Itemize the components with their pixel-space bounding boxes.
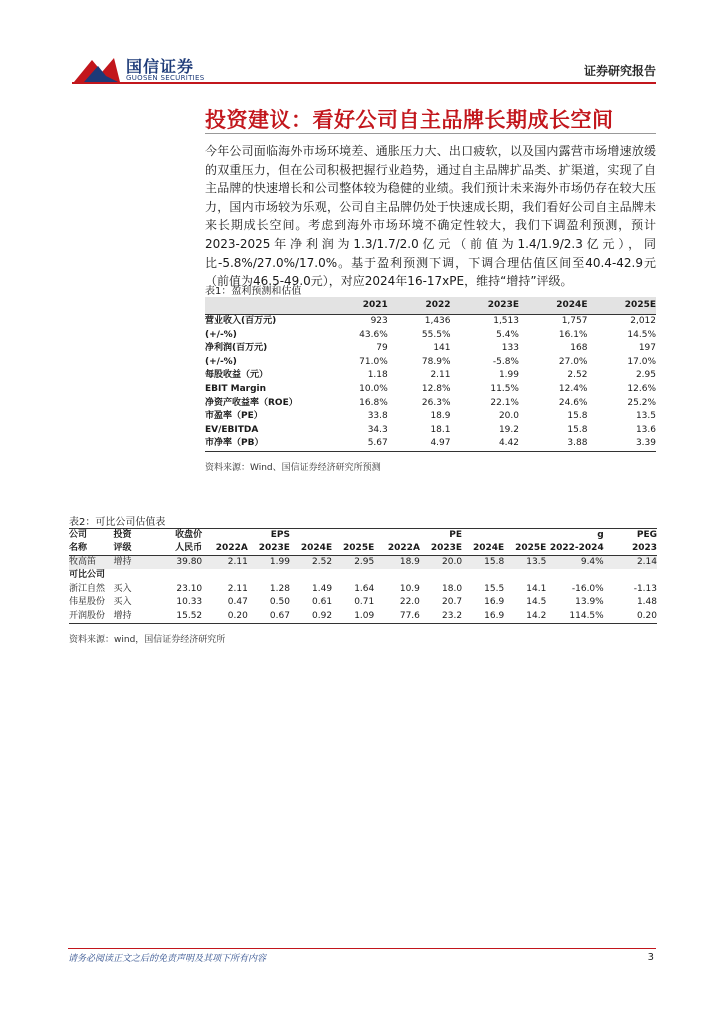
table-cell: 20.0 [498,411,519,422]
table1-header-cell: 2023E [487,300,519,310]
table-cell: 3.39 [587,437,656,451]
table-cell: 197 [638,343,656,354]
table2-header-cell: 2025E [332,542,374,556]
table-cell: 增持 [114,556,156,570]
comparable-valuation-table [69,528,657,624]
table-cell: 71.0% [359,356,388,367]
table-cell: 3.88 [519,437,587,451]
table-cell: 0.71 [354,597,375,608]
table-cell: 77.6 [374,610,420,624]
table-cell: 18.0 [442,583,463,594]
table-cell: 14.5% [627,329,656,340]
table-cell: 15.52 [155,610,202,624]
table-cell: 1.28 [269,583,290,594]
table2-header-cell: 评级 [114,542,156,556]
table-cell: 2.11 [227,583,248,594]
table-cell: 4.97 [388,437,451,451]
table-row [205,369,656,383]
table-cell: 16.9 [484,597,505,608]
table2-header-cell: 2025E [504,542,546,556]
table-cell: 2.11 [430,370,451,381]
row-label: 净利润(百万元) [205,343,268,354]
row-label: 净资产收益率（ROE） [205,397,298,408]
table2-header-cell [202,529,248,543]
row-label: EV/EBITDA [205,424,259,435]
table-cell: 12.8% [421,383,451,394]
table-row [205,424,656,438]
table1-header-cell: 2024E [556,300,588,310]
company-name: 开润股份 [69,610,114,624]
table-cell: 168 [570,343,588,354]
table-cell: 55.5% [421,329,451,340]
table-row [205,410,656,424]
table-cell: 17.0% [627,356,656,367]
table-row [205,437,656,451]
company-name: 牧高笛 [69,556,114,570]
row-label: 营业收入(百万元) [205,315,325,329]
table2-header-cell: 2022A [202,542,248,556]
table-cell: 2,012 [587,315,656,329]
table-cell: 买入 [113,597,132,608]
table-cell: 23.10 [176,583,203,594]
table2-header-cell: 人民币 [155,542,202,556]
table-row [205,342,656,356]
table-cell: 16.9 [462,610,504,624]
table2-header-cell: 2023E [420,542,462,556]
row-label: (+/-%) [205,329,237,340]
row-label: 市盈率（PE） [205,411,263,422]
company-name: 浙江自然 [69,583,106,594]
table1-header-cell: 2021 [362,300,388,310]
table2-header-cell: 2022-2024 [546,542,603,556]
table2-header-cell: 2023 [604,542,657,556]
table-cell: 13.6 [635,424,656,435]
table-cell: -16.0% [571,583,604,594]
table2-header-cell: EPS [248,529,290,543]
table-cell: 15.8 [567,424,588,435]
table-cell: 10.33 [176,597,203,608]
table-cell: 5.67 [325,437,388,451]
table-cell: 33.8 [367,411,388,422]
table-cell: 0.92 [290,610,332,624]
table-cell: 18.9 [374,556,420,570]
table-cell: 24.6% [558,397,588,408]
table-cell: 1,513 [451,315,519,329]
logo-chinese-name: 国信证券 [126,57,195,76]
table-cell: 14.2 [504,610,546,624]
table-cell: 79 [376,343,388,354]
section-title: 投资建议：看好公司自主品牌长期成长空间 [205,108,614,132]
table-cell: 14.1 [526,583,547,594]
table1-caption: 表1：盈利预测和估值 [205,286,302,297]
header-divider [72,82,656,84]
table2-source: 资料来源：wind，国信证券经济研究所 [69,635,226,645]
table2-header-row-2 [69,542,657,556]
table-cell: 923 [325,315,388,329]
table-row [69,596,657,609]
table-row [69,610,657,624]
table1-header-cell: 2025E [624,300,656,310]
table-cell: 16.1% [558,329,588,340]
earnings-forecast-table [205,297,656,452]
table-cell: 1,757 [519,315,587,329]
table-cell: -5.8% [492,356,519,367]
table-cell: 13.5 [635,411,656,422]
table-cell: 13.9% [575,597,604,608]
table-cell: 增持 [114,610,156,624]
title-divider [205,133,656,134]
table-cell: 26.3% [421,397,451,408]
table2-header-cell [374,529,420,543]
table-cell: 买入 [113,583,132,594]
table-cell: 25.2% [627,397,656,408]
table-cell: 10.0% [359,383,388,394]
table1-header-cell [205,297,325,315]
page-number: 3 [647,952,654,963]
section-label-row [69,569,657,582]
table-row [69,583,657,596]
table-cell: 27.0% [558,356,588,367]
company-name: 伟星股份 [69,597,106,608]
table2-header-cell: 2023E [248,542,290,556]
table2-header-cell: 名称 [69,542,114,556]
table-cell: 4.42 [451,437,519,451]
table-cell: 20.7 [442,597,463,608]
table-cell: 1.09 [332,610,374,624]
guosen-logo-icon [72,52,122,86]
row-label: 每股收益（元） [205,370,269,381]
table2-header-cell: PEG [604,529,657,543]
table-cell: 141 [433,343,451,354]
table-cell: 11.5% [490,383,519,394]
footer-divider [68,948,656,949]
table-cell: 16.8% [359,397,388,408]
table2-header-row-1 [69,529,657,543]
table-cell: 2.95 [635,370,656,381]
table-cell: 1.64 [354,583,375,594]
table-cell: 2.11 [202,556,248,570]
section-label: 可比公司 [69,570,106,581]
table2-caption: 表2：可比公司估值表 [69,517,166,528]
table-cell: 34.3 [367,424,388,435]
table-cell: 2.14 [604,556,657,570]
table-cell: 9.4% [546,556,603,570]
table-cell: 1.99 [498,370,519,381]
table-cell: 14.5 [526,597,547,608]
table-cell: 2.52 [290,556,332,570]
row-label: (+/-%) [205,356,237,367]
table-cell: 2.95 [332,556,374,570]
table2-header-cell [290,529,332,543]
table-cell: 78.9% [421,356,451,367]
table2-header-cell: 收盘价 [155,529,202,543]
table2-header-cell [462,529,504,543]
table2-header-cell: 公司 [69,529,114,543]
table2-header-cell [504,529,546,543]
logo-english-name: GUOSEN SECURITIES [126,74,205,82]
table2-header-cell: 2024E [290,542,332,556]
table-row [205,383,656,397]
table-cell: 1.18 [367,370,388,381]
table1-header-cell: 2022 [425,300,451,310]
table-cell: 2.52 [567,370,588,381]
table-cell: 19.2 [498,424,519,435]
table-row [205,329,656,343]
table-cell: 1.99 [248,556,290,570]
table-cell: 1.49 [312,583,333,594]
table-cell: -1.13 [633,583,657,594]
table2-header-cell: 2024E [462,542,504,556]
footer-disclaimer: 请务必阅读正文之后的免责声明及其项下所有内容 [68,954,267,964]
table-row [69,556,657,570]
table-cell: 114.5% [546,610,603,624]
table2-header-cell: 投资 [114,529,156,543]
table-cell: 0.47 [227,597,248,608]
table-cell: 0.20 [202,610,248,624]
table-cell: 15.8 [462,556,504,570]
table-cell: 18.1 [430,424,451,435]
table-cell: 18.9 [430,411,451,422]
table-cell: 12.4% [558,383,588,394]
table-cell: 20.0 [420,556,462,570]
table-cell: 22.0 [399,597,420,608]
table-cell: 15.5 [484,583,505,594]
table-cell: 39.80 [155,556,202,570]
report-type-label: 证券研究报告 [583,64,656,78]
table-cell: 0.50 [269,597,290,608]
table-cell: 22.1% [490,397,519,408]
row-label: EBIT Margin [205,383,267,394]
table2-header-cell: 2022A [374,542,420,556]
table-cell: 0.20 [604,610,657,624]
table-row [205,356,656,370]
row-label: 市净率（PB） [205,437,325,451]
table2-header-cell: PE [420,529,462,543]
table-cell: 13.5 [504,556,546,570]
table2-header-cell [332,529,374,543]
table-cell: 23.2 [420,610,462,624]
table-cell: 43.6% [359,329,388,340]
table-row [205,315,656,329]
table-cell: 0.61 [312,597,333,608]
table1-header-row [205,297,656,315]
investment-paragraph: 今年公司面临海外市场环境差、通胀压力大、出口疲软，以及国内露营市场增速放缓的双重压力，但在公司积极把握行业趋势，通过自主品牌扩品类、扩渠道，实现了自主品牌的快速增长和公司整体较为稳健的业绩。我们预计未来海外市场仍存在较大压力，国内市场较为乐观，公司自主品牌仍处于快速成长期，我们看好公司自主品牌未来长期成长空间。考虑到海外市场环境不确定性较大，我们下调盈利预测，预计2023-2025年净利润为1.3/1.7/2.0亿元（前值为1.4/1.9/2.3亿元），同比-5.8%/27.0%/17.0%。基于盈利预测下调，下调合理估值区间至40.4-42.9元（前值为46.5-49.0元），对应2024年16-17xPE，维持“增持”评级。 [205,144,656,289]
table-cell: 15.8 [567,411,588,422]
table-row [205,397,656,411]
table-cell: 10.9 [399,583,420,594]
table1-source: 资料来源：Wind、国信证券经济研究所预测 [205,463,381,473]
table-cell: 5.4% [496,329,519,340]
table-cell: 12.6% [627,383,656,394]
table-cell: 0.67 [248,610,290,624]
table-cell: 133 [501,343,519,354]
table-cell: 1.48 [636,597,657,608]
table-cell: 1,436 [388,315,451,329]
table2-header-cell: g [546,529,603,543]
